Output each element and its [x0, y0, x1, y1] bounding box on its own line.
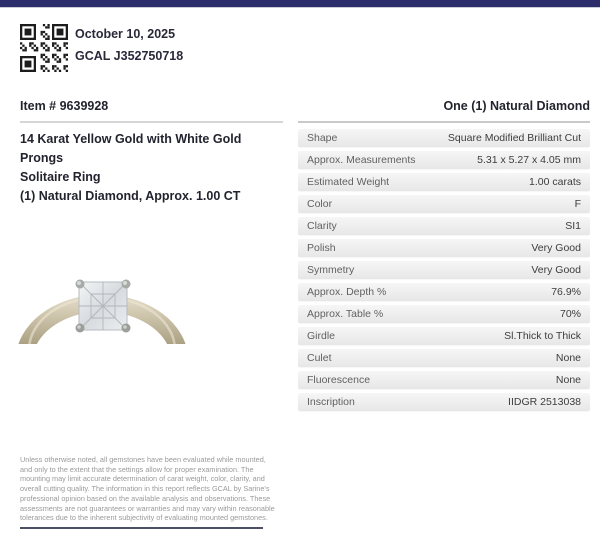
spec-value: SI1 — [565, 220, 581, 232]
spec-row-approx-depth — [298, 283, 590, 301]
spec-label: Color — [307, 198, 333, 210]
top-accent-bar — [0, 0, 600, 8]
spec-label: Girdle — [307, 330, 336, 342]
spec-row-estimated-weight — [298, 173, 590, 191]
disclaimer-text: Unless otherwise noted, all gemstones have been evaluated while mounted, and only to the extent that the settings allow for proper examination. The mounting may limit accurate determination of carat weight, color, clarity, and overall cutting quality. The information in this report reflects GCAL by Sarine's professional opinion based on the available analysis and observations. These assessments are not guarantees or warranties and may vary within reasonable tolerances due to the inherent subjectivity of evaluating mounted gemstones. — [20, 455, 275, 523]
spec-value: 76.9% — [551, 286, 581, 298]
spec-label: Estimated Weight — [307, 176, 390, 188]
spec-label: Approx. Measurements — [307, 154, 416, 166]
spec-row-inscription — [298, 393, 590, 411]
spec-value: Sl.Thick to Thick — [504, 330, 581, 342]
spec-label: Symmetry — [307, 264, 355, 276]
spec-row-symmetry — [298, 261, 590, 279]
report-number: GCAL J352750718 — [75, 49, 184, 63]
item-description-line: 14 Karat Yellow Gold with White Gold Prongs — [20, 132, 242, 165]
item-description — [20, 130, 283, 206]
item-number: Item # 9639928 — [20, 99, 283, 123]
spec-row-color — [298, 195, 590, 213]
spec-row-girdle — [298, 327, 590, 345]
diamond-table-title: One (1) Natural Diamond — [298, 99, 590, 123]
item-section — [20, 99, 283, 206]
spec-label: Inscription — [307, 396, 355, 408]
item-description-line: (1) Natural Diamond, Approx. 1.00 CT — [20, 189, 241, 203]
spec-value: Square Modified Brilliant Cut — [447, 132, 581, 144]
item-description-line: Solitaire Ring — [20, 170, 101, 184]
spec-label: Clarity — [307, 220, 337, 232]
diamond-table-rows — [298, 129, 590, 411]
spec-label: Fluorescence — [307, 374, 371, 386]
spec-value: Very Good — [531, 264, 581, 276]
spec-row-approx-table — [298, 305, 590, 323]
diamond-details-section — [298, 99, 590, 415]
spec-row-clarity — [298, 217, 590, 235]
spec-value: IIDGR 2513038 — [508, 396, 581, 408]
spec-label: Culet — [307, 352, 332, 364]
spec-value: F — [574, 198, 581, 210]
spec-value: None — [555, 374, 581, 386]
spec-row-approx-measurements — [298, 151, 590, 169]
spec-value: 1.00 carats — [529, 176, 581, 188]
spec-row-culet — [298, 349, 590, 367]
spec-row-shape — [298, 129, 590, 147]
spec-value: None — [555, 352, 581, 364]
spec-value: 70% — [559, 308, 581, 320]
spec-row-fluorescence — [298, 371, 590, 389]
report-date: October 10, 2025 — [75, 27, 176, 41]
bottom-rule — [20, 527, 263, 529]
spec-row-polish — [298, 239, 590, 257]
spec-label: Approx. Table % — [307, 308, 384, 320]
spec-value: 5.31 x 5.27 x 4.05 mm — [477, 154, 581, 166]
spec-value: Very Good — [531, 242, 581, 254]
spec-label: Polish — [307, 242, 336, 254]
ring-photo — [18, 276, 186, 344]
spec-label: Shape — [307, 132, 338, 144]
qr-code-icon — [20, 24, 68, 72]
spec-label: Approx. Depth % — [307, 286, 387, 298]
report-header — [75, 27, 183, 63]
